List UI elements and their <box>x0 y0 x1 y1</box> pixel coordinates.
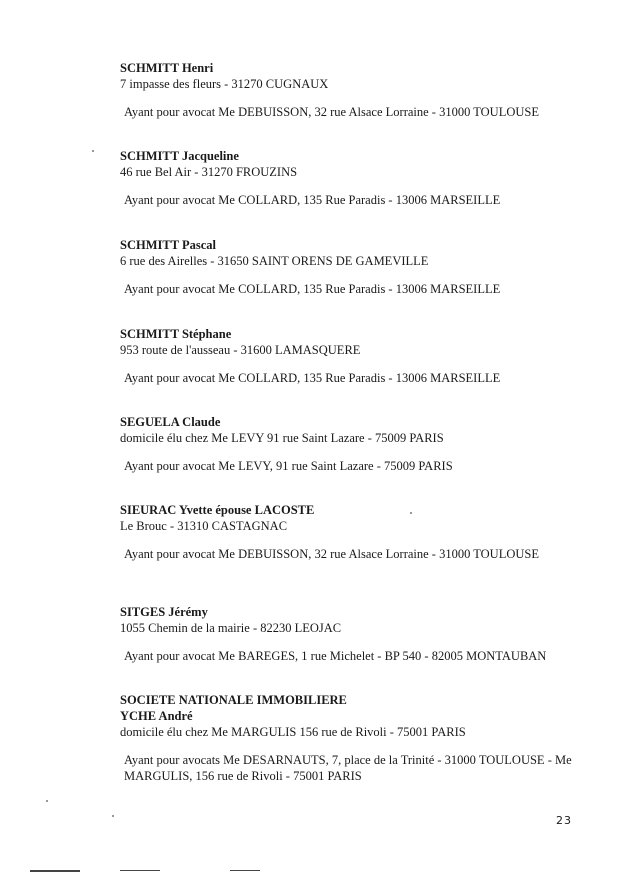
party-entry <box>120 60 590 120</box>
scan-artifact-line <box>30 870 80 872</box>
party-lawyer: Ayant pour avocat Me LEVY, 91 rue Saint Lazare - 75009 PARIS <box>124 459 453 473</box>
party-entry <box>120 604 590 664</box>
scan-speck <box>112 815 114 817</box>
party-name: SCHMITT Pascal <box>120 238 216 252</box>
party-entry <box>120 414 590 474</box>
scan-speck <box>410 512 412 514</box>
party-entry <box>120 502 590 562</box>
party-name: SCHMITT Jacqueline <box>120 149 239 163</box>
party-lawyer: Ayant pour avocat Me DEBUISSON, 32 rue Alsace Lorraine - 31000 TOULOUSE <box>124 105 539 119</box>
party-lawyer: Ayant pour avocat Me COLLARD, 135 Rue Paradis - 13006 MARSEILLE <box>124 282 501 296</box>
party-lawyer: Ayant pour avocat Me COLLARD, 135 Rue Paradis - 13006 MARSEILLE <box>124 193 501 207</box>
party-address: 953 route de l'ausseau - 31600 LAMASQUERE <box>120 343 361 357</box>
scan-artifact-line <box>230 870 260 871</box>
page-number: 23 <box>556 814 572 827</box>
party-entry <box>120 237 590 297</box>
party-name: SEGUELA Claude <box>120 415 221 429</box>
party-name: SCHMITT Henri <box>120 61 214 75</box>
party-address: domicile élu chez Me MARGULIS 156 rue de Rivoli - 75001 PARIS <box>120 725 466 739</box>
party-entry <box>120 148 590 208</box>
scan-speck <box>46 800 48 802</box>
party-lawyer: Ayant pour avocats Me DESARNAUTS, 7, place de la Trinité - 31000 TOULOUSE - Me MARGULIS, 156 rue de Rivoli - 75001 PARIS <box>124 753 572 783</box>
scan-artifact-line <box>120 870 160 871</box>
party-address: domicile élu chez Me LEVY 91 rue Saint Lazare - 75009 PARIS <box>120 431 444 445</box>
party-entry <box>120 692 590 784</box>
party-representative-name: YCHE André <box>120 709 193 723</box>
party-name: SIEURAC Yvette épouse LACOSTE <box>120 503 315 517</box>
party-address: Le Brouc - 31310 CASTAGNAC <box>120 519 288 533</box>
party-name: SOCIETE NATIONALE IMMOBILIERE <box>120 693 347 707</box>
party-address: 7 impasse des fleurs - 31270 CUGNAUX <box>120 77 329 91</box>
party-lawyer: Ayant pour avocat Me COLLARD, 135 Rue Paradis - 13006 MARSEILLE <box>124 371 501 385</box>
party-name: SCHMITT Stéphane <box>120 327 232 341</box>
party-lawyer: Ayant pour avocat Me DEBUISSON, 32 rue Alsace Lorraine - 31000 TOULOUSE <box>124 547 539 561</box>
party-address: 46 rue Bel Air - 31270 FROUZINS <box>120 165 298 179</box>
scan-speck <box>92 150 94 152</box>
party-name: SITGES Jérémy <box>120 605 208 619</box>
party-entry <box>120 326 590 386</box>
party-address: 6 rue des Airelles - 31650 SAINT ORENS DE GAMEVILLE <box>120 254 429 268</box>
party-address: 1055 Chemin de la mairie - 82230 LEOJAC <box>120 621 342 635</box>
party-lawyer: Ayant pour avocat Me BAREGES, 1 rue Michelet - BP 540 - 82005 MONTAUBAN <box>124 649 547 663</box>
